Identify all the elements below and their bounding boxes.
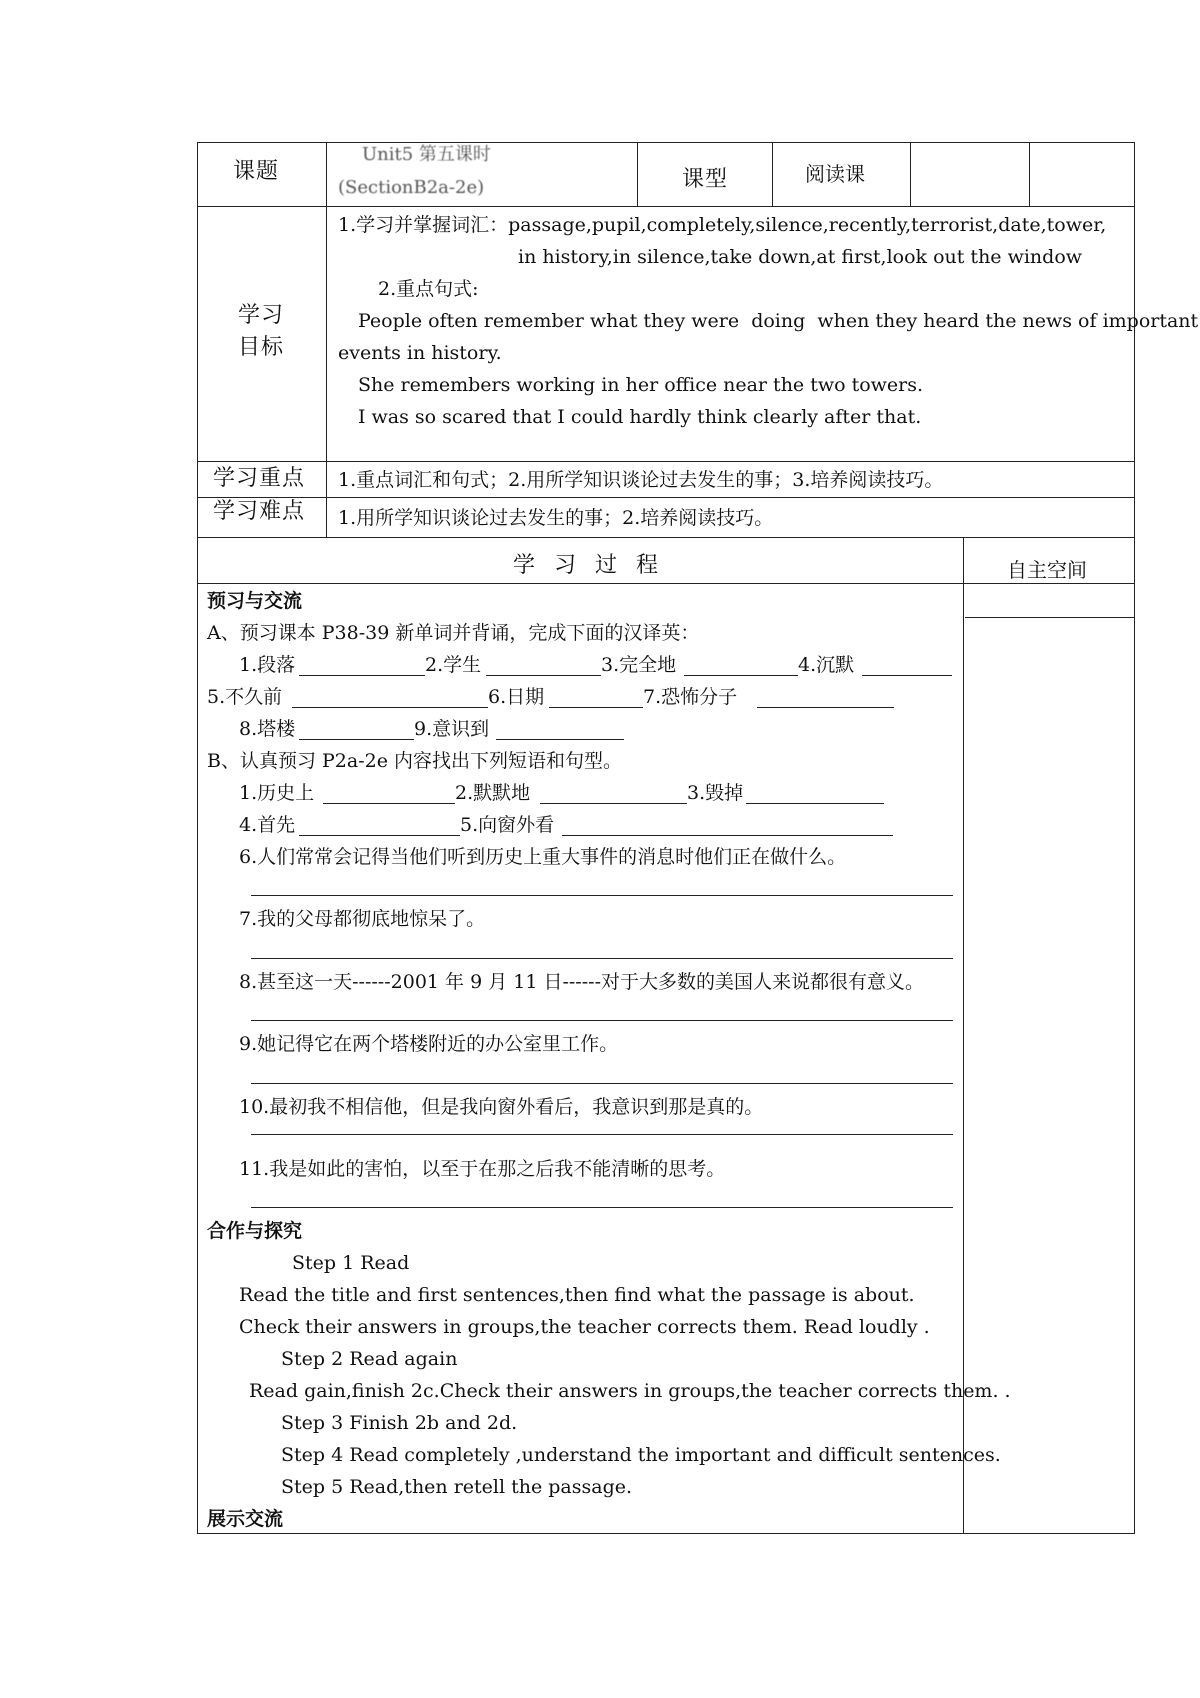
cooperation-heading: 合作与探究 [207, 1220, 303, 1242]
sentence-11: 11.我是如此的害怕，以至于在那之后我不能清晰的思考。 [239, 1158, 726, 1180]
sentence-10-answer-line[interactable] [251, 1134, 953, 1135]
phrase-item-4: 4.首先 [239, 814, 296, 836]
vocab-blank-6[interactable] [549, 707, 643, 708]
phrase-item-2: 2.默默地 [455, 782, 531, 804]
vocab-blank-4[interactable] [862, 675, 952, 676]
vocab-blank-5[interactable] [292, 707, 488, 708]
step-2-line: Read gain,finish 2c.Check their answers in groups,the teacher corrects them. . [249, 1380, 1011, 1402]
key-points-label: 学习重点 [213, 466, 306, 491]
sentence-8-answer-line[interactable] [251, 1020, 953, 1021]
sentence-11-answer-line[interactable] [251, 1207, 953, 1208]
sentence-9: 9.她记得它在两个塔楼附近的办公室里工作。 [239, 1033, 619, 1055]
phrase-blank-4[interactable] [299, 835, 460, 836]
vocab-item-7: 7.恐怖分子 [643, 686, 738, 708]
phrase-blank-2[interactable] [540, 803, 687, 804]
step-4: Step 4 Read completely ,understand the important and difficult sentences. [281, 1444, 1001, 1466]
topic-title: Unit5 第五课时 [362, 144, 491, 165]
vocab-blank-7[interactable] [757, 707, 894, 708]
sentence-6-answer-line[interactable] [251, 895, 953, 896]
vocab-blank-2[interactable] [486, 675, 601, 676]
vocab-item-3: 3.完全地 [601, 654, 677, 676]
step-2-title: Step 2 Read again [281, 1348, 458, 1370]
step-3: Step 3 Finish 2b and 2d. [281, 1412, 518, 1434]
difficulties-text: 1.用所学知识谈论过去发生的事；2.培养阅读技巧。 [338, 507, 774, 529]
vocab-blank-3[interactable] [684, 675, 798, 676]
objective-sentence-1a: People often remember what they were doing when they heard the news of important [358, 310, 1199, 332]
phrase-blank-5[interactable] [562, 835, 893, 836]
objective-sentence-2: She remembers working in her office near the two towers. [358, 374, 924, 396]
vocab-item-6: 6.日期 [488, 686, 545, 708]
sentence-6: 6.人们常常会记得当他们听到历史上重大事件的消息时他们正在做什么。 [239, 846, 847, 868]
sentence-9-answer-line[interactable] [251, 1083, 953, 1084]
phrase-blank-1[interactable] [323, 803, 455, 804]
objectives-label-1: 学习 [238, 303, 285, 328]
lesson-type-value: 阅读课 [805, 162, 865, 186]
key-points-text: 1.重点词汇和句式；2.用所学知识谈论过去发生的事；3.培养阅读技巧。 [338, 469, 944, 491]
objective-vocab-line: 1.学习并掌握词汇：passage,pupil,completely,silence,recently,terrorist,date,tower, [338, 214, 1107, 236]
lesson-type-label: 课型 [682, 167, 729, 192]
phrase-item-3: 3.毁掉 [687, 782, 744, 804]
display-heading: 展示交流 [207, 1508, 284, 1530]
sentence-7-answer-line[interactable] [251, 958, 953, 959]
phrase-item-5: 5.向窗外看 [460, 814, 555, 836]
preview-heading: 预习与交流 [207, 590, 303, 612]
phrase-blank-3[interactable] [746, 803, 884, 804]
vocab-item-5: 5.不久前 [207, 686, 283, 708]
phrase-item-1: 1.历史上 [239, 782, 315, 804]
vocab-blank-9[interactable] [496, 739, 624, 740]
step-1-line-2: Check their answers in groups,the teacher corrects them. Read loudly . [239, 1316, 930, 1338]
sentence-10: 10.最初我不相信他，但是我向窗外看后，我意识到那是真的。 [239, 1096, 764, 1118]
objective-sentence-1b: events in history. [338, 342, 502, 364]
vocab-blank-8[interactable] [299, 739, 414, 740]
topic-section: (SectionB2a-2e) [338, 177, 485, 198]
objective-sentence-heading: 2.重点句式: [378, 278, 479, 300]
objective-sentence-3: I was so scared that I could hardly think clearly after that. [358, 406, 922, 428]
sentence-8: 8.甚至这一天------2001 年 9 月 11 日------对于大多数的美国人来说都很有意义。 [239, 971, 924, 993]
preview-part-b-title: B、认真预习 P2a-2e 内容找出下列短语和句型。 [207, 750, 622, 772]
side-space-title: 自主空间 [1007, 558, 1087, 582]
objective-vocab-phrases: in history,in silence,take down,at first,look out the window [518, 246, 1083, 268]
preview-part-a-title: A、预习课本 P38-39 新单词并背诵，完成下面的汉译英： [207, 622, 700, 644]
vocab-item-2: 2.学生 [425, 654, 482, 676]
step-5: Step 5 Read,then retell the passage. [281, 1476, 633, 1498]
step-1-title: Step 1 Read [292, 1252, 410, 1274]
vocab-item-4: 4.沉默 [798, 654, 855, 676]
difficulties-label: 学习难点 [213, 499, 306, 524]
vocab-item-9: 9.意识到 [414, 718, 490, 740]
objectives-label-2: 目标 [238, 335, 285, 360]
step-1-line-1: Read the title and first sentences,then find what the passage is about. [239, 1284, 915, 1306]
topic-label: 课题 [233, 159, 280, 184]
vocab-item-8: 8.塔楼 [239, 718, 296, 740]
sentence-7: 7.我的父母都彻底地惊呆了。 [239, 908, 486, 930]
process-title: 学 习 过 程 [513, 553, 664, 578]
vocab-item-1: 1.段落 [239, 654, 296, 676]
vocab-blank-1[interactable] [299, 675, 425, 676]
